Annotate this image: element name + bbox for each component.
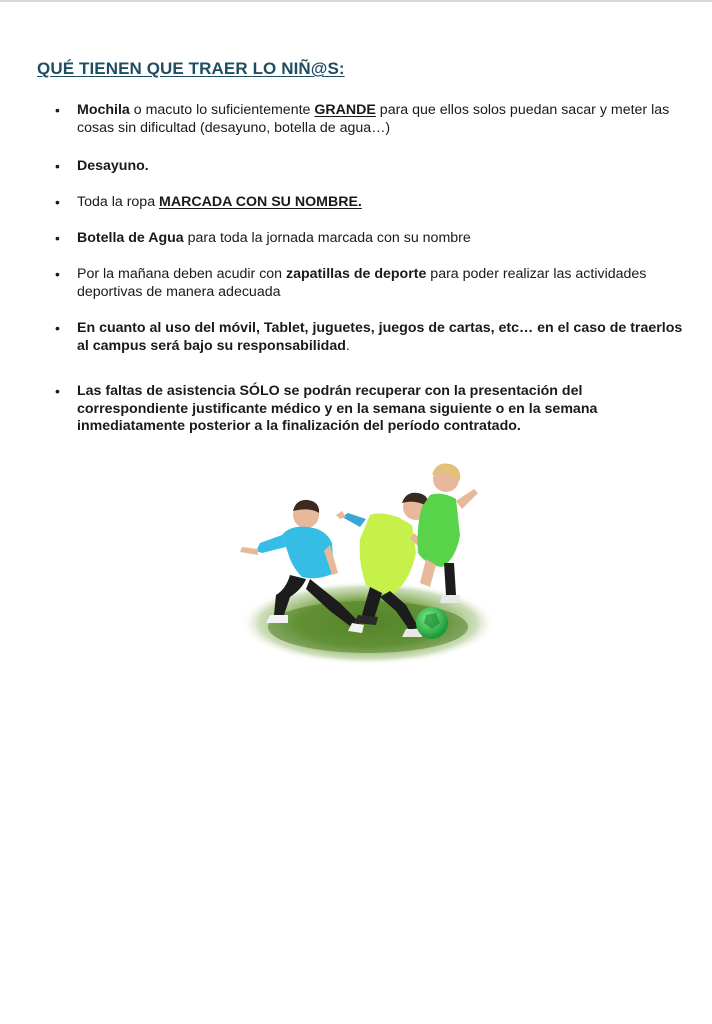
item-bold-lead: Botella de Agua <box>77 230 184 246</box>
item-bold: Desayuno. <box>77 158 149 174</box>
list-item-text <box>77 383 689 436</box>
list-item-text <box>77 102 689 137</box>
bullet-icon: • <box>55 102 60 118</box>
kids-football-photo <box>230 455 510 670</box>
item-text: Toda la ropa <box>77 194 160 210</box>
item-text: . <box>345 337 350 354</box>
list-item-text <box>77 158 689 176</box>
item-text: Por la mañana deben acudir con <box>77 266 287 282</box>
item-bold-lead: Mochila <box>77 102 130 118</box>
item-bold: zapatillas de deporte <box>286 266 427 282</box>
bullet-icon: • <box>55 230 60 246</box>
bullet-icon: • <box>55 383 60 399</box>
list-item-text <box>77 320 689 355</box>
item-text: para toda la jornada marcada con su nombre <box>183 230 471 246</box>
item-text: o macuto lo suficientemente <box>129 102 315 118</box>
item-emphasis: GRANDE <box>314 102 376 118</box>
item-text: para poder realizar las actividades deportivas de manera adecuada <box>77 266 647 300</box>
item-text: para que ellos solos puedan sacar y meter las cosas sin dificultad (desayuno, botella de agua…) <box>77 102 670 136</box>
item-emphasis: MARCADA CON SU NOMBRE. <box>159 194 362 210</box>
list-item-text <box>77 230 689 248</box>
bullet-icon: • <box>55 320 60 336</box>
item-bold: Las faltas de asistencia SÓLO se podrán recuperar con la presentación del correspondiente justificante médico y en la semana siguiente o en la semana inmediatamente posterior a la finalización del período contratado. <box>77 383 598 434</box>
bullet-icon: • <box>55 158 60 174</box>
player-green-bib <box>418 463 479 603</box>
section-heading: QUÉ TIENEN QUE TRAER LO NIÑ@S: <box>37 59 345 78</box>
list-item-text <box>77 266 689 301</box>
bullet-icon: • <box>55 194 60 210</box>
list-item-text <box>77 194 689 212</box>
item-bold: En cuanto al uso del móvil, Tablet, juguetes, juegos de cartas, etc… en el caso de traerlos al campus será bajo su responsabilidad <box>77 320 683 354</box>
bullet-icon: • <box>55 266 60 282</box>
